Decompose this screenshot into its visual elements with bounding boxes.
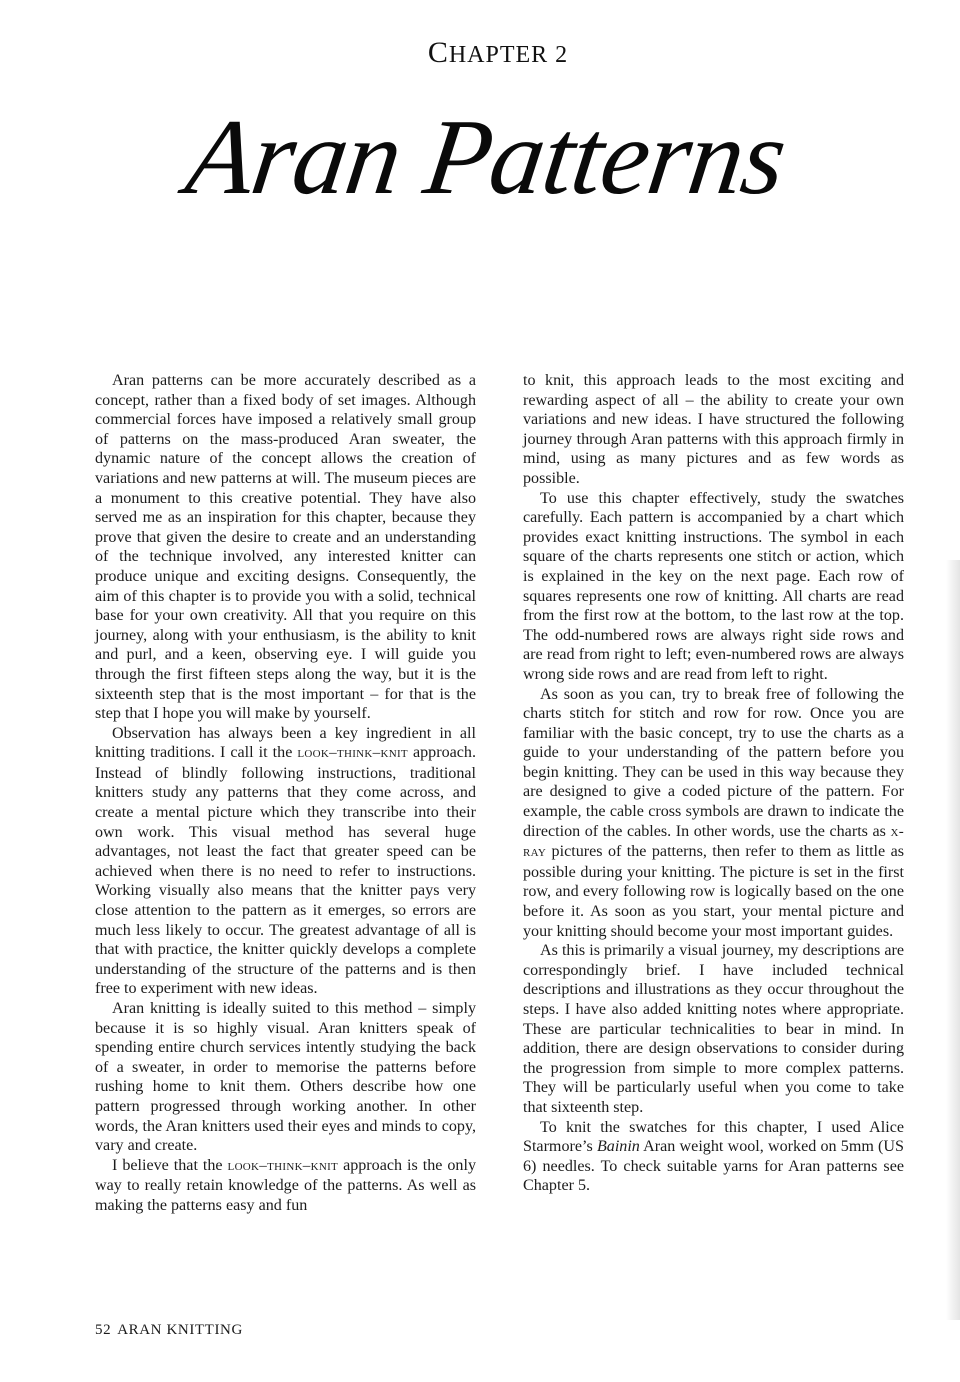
paragraph: Aran knitting is ideally suited to this method – simply because it is so highly visual. Aran knitters speak of spending entire church services intently studying the back of a sweater, in order to memorise the patterns before rushing home to knit them. Others describe how one pattern progressed through working another. In other words, the Aran knitters used their eyes and minds to copy, vary and create. (95, 1000, 476, 1155)
chapter-label (0, 36, 960, 70)
page-edge-shadow (946, 560, 960, 1320)
chapter-rest: HAPTER 2 (448, 42, 569, 68)
paragraph (95, 1156, 476, 1216)
text-run: Aran weight wool, worked on 5mm (US 6) needles. To check suitable yarns for Aran patterns see Chapter 5. (523, 1138, 904, 1195)
paragraph: to knit, this approach leads to the most exciting and rewarding aspect of all – the ability to create your own variations and new ideas. I have structured the following journey through Aran patterns with this approach firmly in mind, using as many pictures and as few words as possible. (523, 372, 904, 487)
paragraph (523, 1118, 904, 1196)
small-caps-term: x-ray (523, 823, 904, 861)
small-caps-term: look–think–knit (297, 745, 408, 762)
paragraph: Aran patterns can be more accurately described as a concept, rather than a fixed body of set images. Although commercial forces have imposed a relatively small group of patterns on the mass-produced Aran sweater, the dynamic nature of the concept allows the creation of variations and new patterns at will. The museum pieces are a monument to this creative potential. They have also served me as an inspiration for this chapter, because they prove that given the desire to create and an understanding of the technique involved, any interested knitter can produce unique and exciting designs. Consequently, the aim of this chapter is to provide you with a solid, technical base for your own creativity. All that you require on this journey, along with your enthusiasm, is the ability to knit and purl, and a keen, observing eye. I will guide you through the first fifteen steps along the way, but it is the sixteenth step that is the most important – for that is the step that I hope you will make by yourself. (95, 372, 476, 723)
running-title: ARAN KNITTING (117, 1322, 243, 1338)
paragraph (523, 685, 904, 942)
left-column (95, 371, 476, 1216)
text-run: To knit the swatches for this chapter, I used Alice Starmore’s (523, 1118, 904, 1156)
page-number: 52 (95, 1322, 112, 1338)
yarn-name: Bainin (596, 1138, 640, 1156)
page-title: Aran Patterns (179, 98, 793, 217)
chapter-prefix: C (427, 36, 449, 69)
text-run: I believe that the (112, 1156, 228, 1174)
text-run: Observation has always been a key ingredient in all knitting traditions. I call it the (95, 724, 476, 762)
paragraph: As this is primarily a visual journey, my descriptions are correspondingly brief. I have included technical descriptions and illustrations as they occur throughout the steps. I have also added knitting notes where appropriate. These are particular technicalities to bear in mind. In addition, there are design observations to consider during the progression from simple to more complex patterns. They will be particularly useful when you come to take that sixteenth step. (523, 942, 904, 1116)
paragraph: To use this chapter effectively, study the swatches carefully. Each pattern is accompanied by a chart which provides exact knitting instructions. The symbol in each square of the charts represents one stitch or action, which is explained in the key on the next page. Each row of squares represents one row of knitting. All charts are read from the first row at the bottom, to the last row at the top. The odd-numbered rows are always right side rows and are read from right to left; even-numbered rows are always wrong side rows and are read from left to right. (523, 489, 904, 683)
small-caps-term: look–think–knit (227, 1157, 339, 1174)
paragraph (95, 724, 476, 999)
page-footer (95, 1322, 243, 1339)
text-run: As soon as you can, try to break free of following the charts stitch for stitch and row for row. Once you are familiar with the basic concept, try to use the charts as a guide to your understanding of the pattern before you begin knitting. They can be used in this way because they are designed to give a coded picture of the pattern. For example, the cable cross symbols are drawn to indicate the direction of the cables. In other words, use the charts as (523, 685, 904, 840)
text-run: approach is the only way to really retain knowledge of the patterns. As well as making the patterns easy and fun (95, 1156, 476, 1214)
text-run: pictures of the patterns, then refer to them as little as possible during your knitting. The picture is set in the first row, and every following row is logically based on the one before it. As soon as you start, your mental picture and your knitting should become your most important guides. (523, 843, 904, 940)
text-run: approach. Instead of blindly following instructions, traditional knitters study any patterns that they come across, and create a mental picture which they transcribe into their own work. This visual method has several huge advantages, not least the fact that greater speed can be achieved when there is no need to refer to instructions. Working visually also means that the knitter pays very close attention to the pattern as it emerges, so errors are much less likely to occur. The greatest advantage of all is that with practice, the knitter quickly develops a complete understanding of the structure of the patterns and is then free to experiment with new ideas. (95, 744, 476, 998)
right-column (523, 371, 904, 1196)
